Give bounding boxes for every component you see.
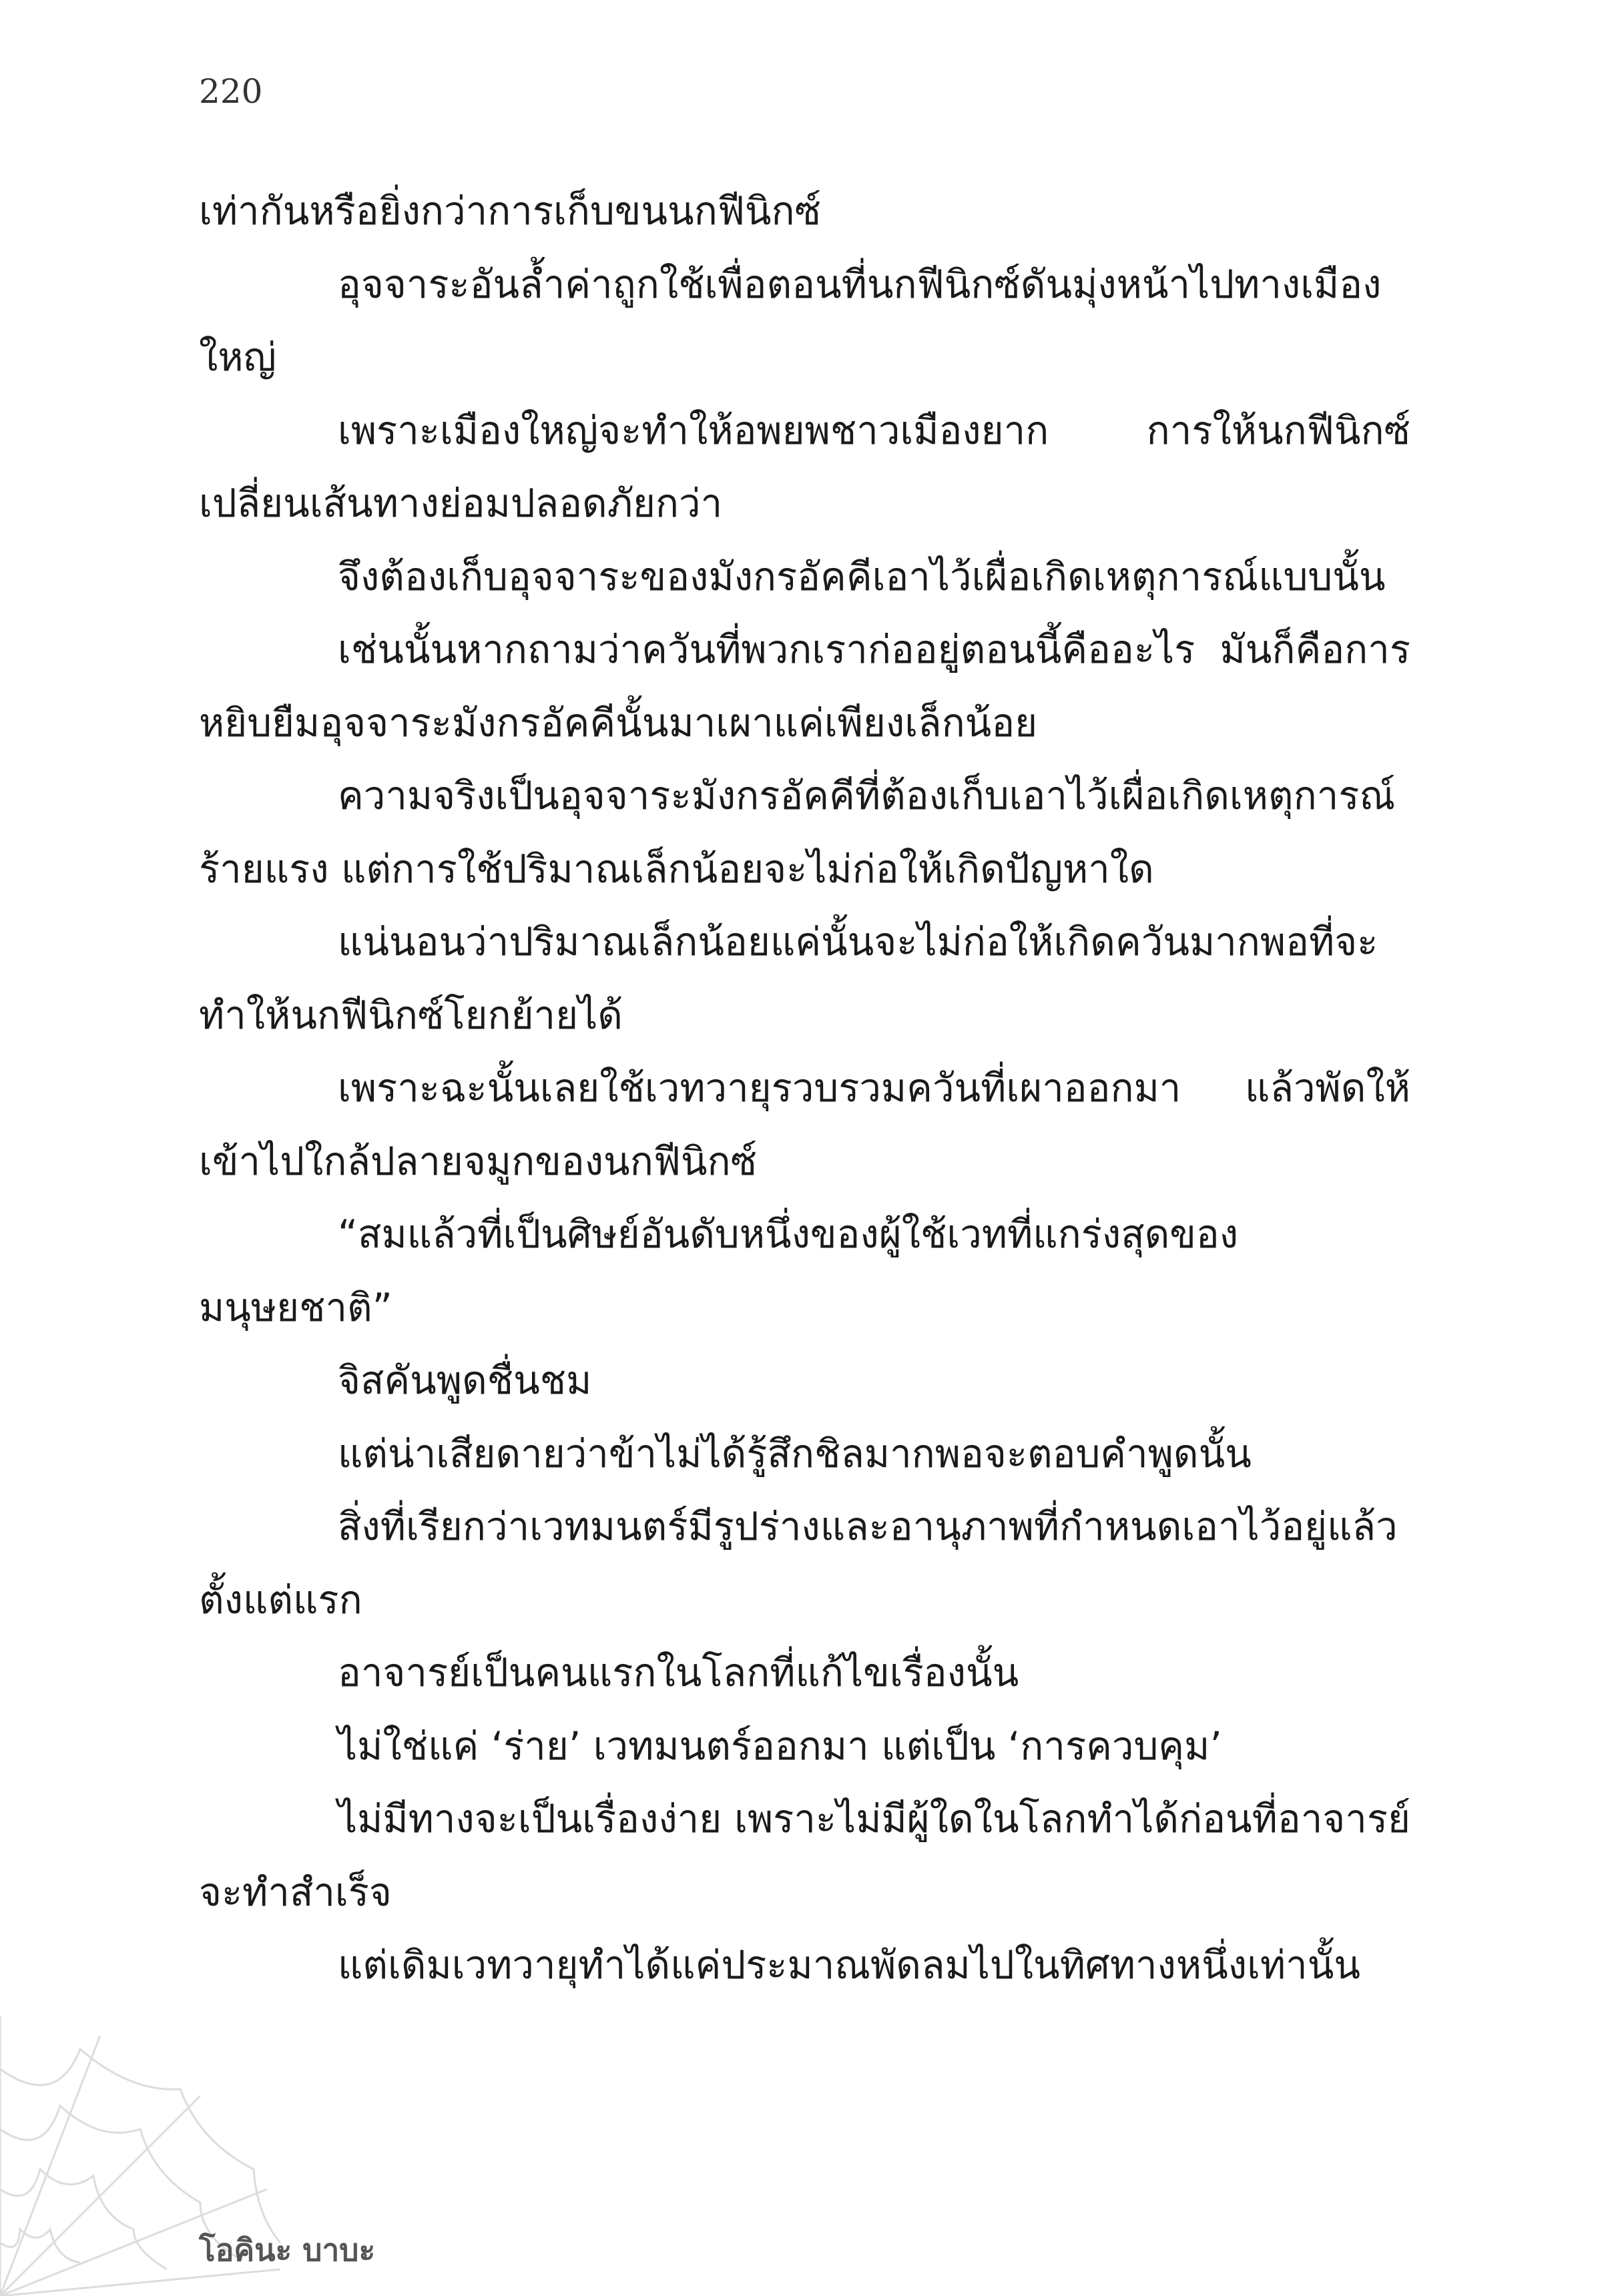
paragraph: ไม่มีทางจะเป็นเรื่องง่าย เพราะไม่มีผู้ใดในโลกทำได้ก่อนที่อาจารย์จะทำสำเร็จ <box>199 1796 1410 1915</box>
paragraph: สิ่งที่เรียกว่าเวทมนตร์มีรูปร่างและอานุภาพที่กำหนดเอาไว้อยู่แล้วตั้งแต่แรก <box>199 1504 1398 1623</box>
body-text <box>199 175 1410 2002</box>
paragraph: แต่น่าเสียดายว่าข้าไม่ได้รู้สึกชิลมากพอจะตอบคำพูดนั้น <box>338 1430 1252 1476</box>
paragraph: แน่นอนว่าปริมาณเล็กน้อยแค่นั้นจะไม่ก่อให้เกิดควันมากพอที่จะทำให้นกฟีนิกซ์โยกย้ายได้ <box>199 919 1378 1038</box>
paragraph: เพราะฉะนั้นเลยใช้เวทวายุรวบรวมควันที่เผาออกมา แล้วพัดให้เข้าไปใกล้ปลายจมูกของนกฟีนิกซ์ <box>199 1065 1410 1184</box>
paragraph: ไม่ใช่แค่ ‘ร่าย’ เวทมนตร์ออกมา แต่เป็น ‘การควบคุม’ <box>338 1723 1222 1769</box>
paragraph: อุจจาระอันล้ำค่าถูกใช้เพื่อตอนที่นกฟีนิกซ์ดันมุ่งหน้าไปทางเมืองใหญ่ <box>199 261 1382 380</box>
paragraph: อาจารย์เป็นคนแรกในโลกที่แก้ไขเรื่องนั้น <box>338 1650 1019 1695</box>
paragraph: แต่เดิมเวทวายุทำได้แค่ประมาณพัดลมไปในทิศทางหนึ่งเท่านั้น <box>338 1942 1360 1988</box>
paragraph: จิสคันพูดชื่นชม <box>338 1358 592 1403</box>
page-number: 220 <box>199 72 263 111</box>
paragraph: เท่ากันหรือยิ่งกว่าการเก็บขนนกฟีนิกซ์ <box>199 188 822 234</box>
paragraph: เพราะเมืองใหญ่จะทำให้อพยพชาวเมืองยาก การให้นกฟีนิกซ์เปลี่ยนเส้นทางย่อมปลอดภัยกว่า <box>199 407 1410 526</box>
footer-author: โอคินะ บาบะ <box>199 2232 376 2268</box>
paragraph: “สมแล้วที่เป็นศิษย์อันดับหนึ่งของผู้ใช้เวทที่แกร่งสุดของมนุษยชาติ” <box>199 1211 1239 1330</box>
paragraph: ความจริงเป็นอุจจาระมังกรอัคคีที่ต้องเก็บเอาไว้เผื่อเกิดเหตุการณ์ร้ายแรง แต่การใช้ปริมาณเล็กน้อยจะไม่ก่อให้เกิดปัญหาใด <box>199 773 1396 892</box>
paragraph: จึงต้องเก็บอุจจาระของมังกรอัคคีเอาไว้เผื่อเกิดเหตุการณ์แบบนั้น <box>338 553 1386 599</box>
paragraph: เช่นนั้นหากถามว่าควันที่พวกเราก่ออยู่ตอนนี้คืออะไร มันก็คือการหยิบยืมอุจจาระมังกรอัคคีนั้นมาเผาแค่เพียงเล็กน้อย <box>199 627 1410 746</box>
